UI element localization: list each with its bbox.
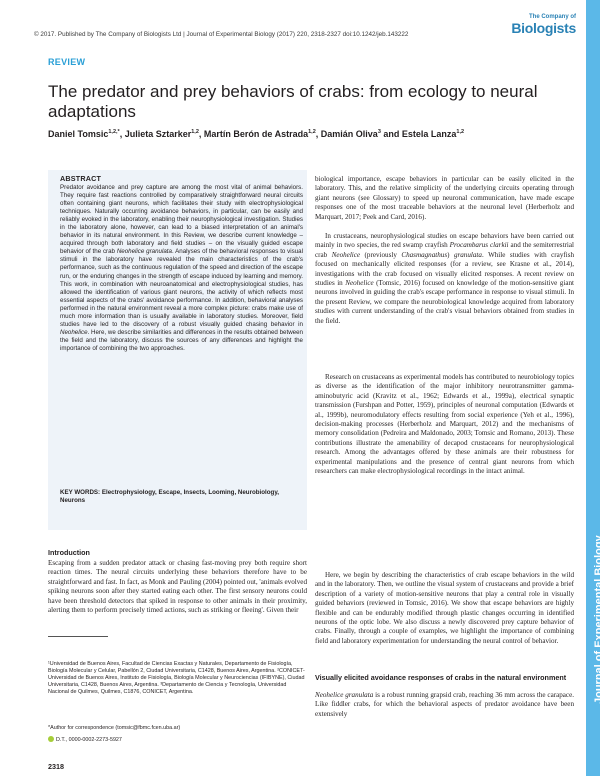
author-name: Julieta Sztarker: [124, 129, 192, 139]
author-name: Martín Berón de Astrada: [203, 129, 309, 139]
right-paragraph-5: Neohelice granulata is a robust running grapsid crab, reaching 36 mm across the carapace. Like fiddler crabs, for which the behavioral aspects of predator avoidance have been extensively: [315, 691, 575, 718]
author-affiliation: 3: [377, 129, 381, 135]
author-affiliation: 1,2,*: [108, 129, 120, 135]
introduction-text: Escaping from a sudden predator attack or chasing fast-moving prey both require short reaction times. The neural circuits underlying these behaviors therefore have to be straightforward and fast. In fact, as Monk and Pauling (2004) pointed out, 'animals evolved spiking neurons soon after they started eating each other. The first sensory neurons could have been threshold detectors that spiked in response to other animals in their proximity, alerting them to perform precisely timed actions, such as striking or fleeing'. Given their: [48, 559, 307, 615]
affiliations-footnote: ¹Universidad de Buenos Aires, Facultad de Ciencias Exactas y Naturales, Departamento de Fisiología, Biología Molecular y Celular, Pabellón 2, Ciudad Universitaria, C1428, Buenos Aires, Argentina. ²CONICET-Universidad de Buenos Aires, Instituto de Fisiología, Biología Molecular y Neurociencias (IFIBYNE), Ciudad Universitaria, C1428, Buenos Aires, Argentina. ³Departamento de Ciencia y Tecnología, Universidad Nacional de Quilmes, Quilmes, C1876, CONICET, Argentina.: [48, 661, 305, 696]
right-paragraph-3: Research on crustaceans as experimental models has contributed to neurobiology topics as diverse as the identification of the major inhibitory neurotransmitter gamma-aminobutyric acid (Kravitz et al., 1962; Edwards et al., 1999a), electrical synaptic transmission (Furshpan and Potter, 1959), principles of neuronal computation (Edwards et al., 1999b), neuromodulatory effects resulting from social experience (Yeh et al., 1996), decision-making processes (Herberholz and Marquart, 2012) and the mechanisms of memory consolidation (Pedreira and Maldonado, 2003; Tomsic and Romano, 2013). These contributions illustrate the amenability of decapod crustaceans for neurophysiological research. Among the advantages offered by these animals are their robustness for experimental manipulations and the presence of central giant neurons from which researchers can make electrophysiological recordings in the intact animal.: [315, 373, 574, 476]
author-list: Daniel Tomsic$^{1,2,*}$, Julieta Sztarker$^{1,2}$, Martín Berón de Astrada$^{1,2}$, Damián Oliva$^3$ and Estela Lanza$^{1,2}$: [48, 129, 465, 139]
right-paragraph-4: Here, we begin by describing the characteristics of crab escape behaviors in the wild and in the laboratory. Then, we outline the visual system of crustaceans and provide a brief description of a variety of motion-sensitive neurons that play a central role in visually guided behaviors (reviewed in Tomsic, 2016). We show that escape behaviors are highly flexible and can be endurably modified through plastic changes occurring in identified neurons of the optic lobe. We also discuss a newly discovered prey capture behavior of crabs. Finally, through a couple of examples, we highlight the importance of combining field and laboratory experimentation for understanding the neural control of behavior.: [315, 571, 574, 645]
orcid-line[interactable]: [48, 736, 122, 744]
publisher-logo: [511, 14, 576, 42]
journal-side-label: Journal of Experimental Biology: [593, 535, 605, 704]
section-heading-avoidance: Visually elicited avoidance responses of crabs in the natural environment: [315, 673, 567, 682]
journal-header: [34, 31, 408, 38]
keywords: [60, 489, 303, 505]
author-name: Damián Oliva: [320, 129, 378, 139]
author-affiliation: 1,2: [191, 129, 199, 135]
page-number: 2318: [48, 762, 64, 771]
author-name: Estela Lanza: [401, 129, 457, 139]
footnote-rule: [48, 636, 108, 637]
introduction-heading: Introduction: [48, 548, 90, 557]
right-paragraph-2: In crustaceans, neurophysiological studies on escape behaviors have been carried out mainly in two species, the red swamp crayfish Procambarus clarkii and the semiterrestrial crab Neohelice (previously Chasmagnathus) granulata. While studies with crayfish focused on mechanically elicited responses (for a review, see Krasne et al., 2014), investigations with the crab focused on visually elicited responses. A recent review on studies in Neohelice (Tomsic, 2016) focused on knowledge of the motion-sensitive giant neurons involved in guiding the crab's escape performance in response to visual stimuli. In the present Review, we compare the neurobiological knowledge acquired from laboratory studies with current understanding of the crab's visual behaviors obtained from studies in the field.: [315, 232, 575, 325]
correspondence-footnote: *Author for correspondence (tomsic@fbmc.fcen.uba.ar): [48, 725, 181, 731]
article-type: REVIEW: [48, 57, 86, 67]
keywords-label: KEY WORDS:: [60, 489, 101, 496]
orcid-text: D.T., 0000-0002-2273-5927: [56, 737, 122, 743]
logo-main-text: Biologists: [511, 20, 576, 36]
author-affiliation: 1,2: [308, 129, 316, 135]
abstract-heading: ABSTRACT: [60, 174, 102, 183]
orcid-icon: [48, 736, 54, 742]
abstract-text: Predator avoidance and prey capture are among the most vital of animal behaviors. They require fast reactions controlled by comparatively straightforward neural circuits often containing giant neurons, which facilitates their study with electrophysiological techniques. Naturally occurring avoidance behaviors, in particular, can be easily and reliably evoked in the laboratory, enabling their neurophysiological investigation. Studies in the laboratory alone, however, can lead to a biased interpretation of an animal's behavior in its natural environment. In this Review, we describe current knowledge – acquired through both laboratory and field studies – on the visually guided escape behavior of the crab Neohelice granulata. Analyses of the behavioral responses to visual stimuli in the laboratory have revealed the main characteristics of the crab's performance, such as the continuous regulation of the speed and direction of the escape run, or the enduring changes in the strength of escape induced by learning and memory. This work, in combination with neuroanatomical and electrophysiological studies, has allowed the identification of various giant neurons, the activity of which reflects most essential aspects of the crabs' avoidance performance. In addition, behavioral analyses performed in the natural environment reveal a more complex picture: crabs make use of much more information than is usually available in laboratory studies. Moreover, field studies have led to the discovery of a robust visually guided chasing behavior in Neohelice. Here, we describe similarities and differences in the results obtained between the field and the laboratory, discuss the sources of any differences and highlight the importance of combining the two approaches.: [60, 183, 303, 353]
logo-top-text: The Company of: [528, 14, 576, 20]
right-paragraph-1: biological importance, escape behaviors in particular can be easily elicited in the laboratory. This, and the relative simplicity of the underlying circuits operating through giant neurons (see Glossary) to speed up neuronal communication, have made escape responses one of the most traceable behaviors at the neuronal level (Herberholz and Marquart, 2017; Peek and Card, 2016).: [315, 175, 574, 221]
author-affiliation: 1,2: [456, 129, 465, 135]
keywords-text: Electrophysiology, Escape, Insects, Looming, Neurobiology, Neurons: [60, 489, 280, 505]
author-name: Daniel Tomsic: [48, 129, 109, 139]
article-title: The predator and prey behaviors of crabs: from ecology to neural adaptations: [48, 82, 538, 121]
journal-header-text: © 2017. Published by The Company of Biologists Ltd | Journal of Experimental Biology (2017) 220, 2318-2327 doi:10.1242/jeb.143222: [34, 31, 409, 38]
